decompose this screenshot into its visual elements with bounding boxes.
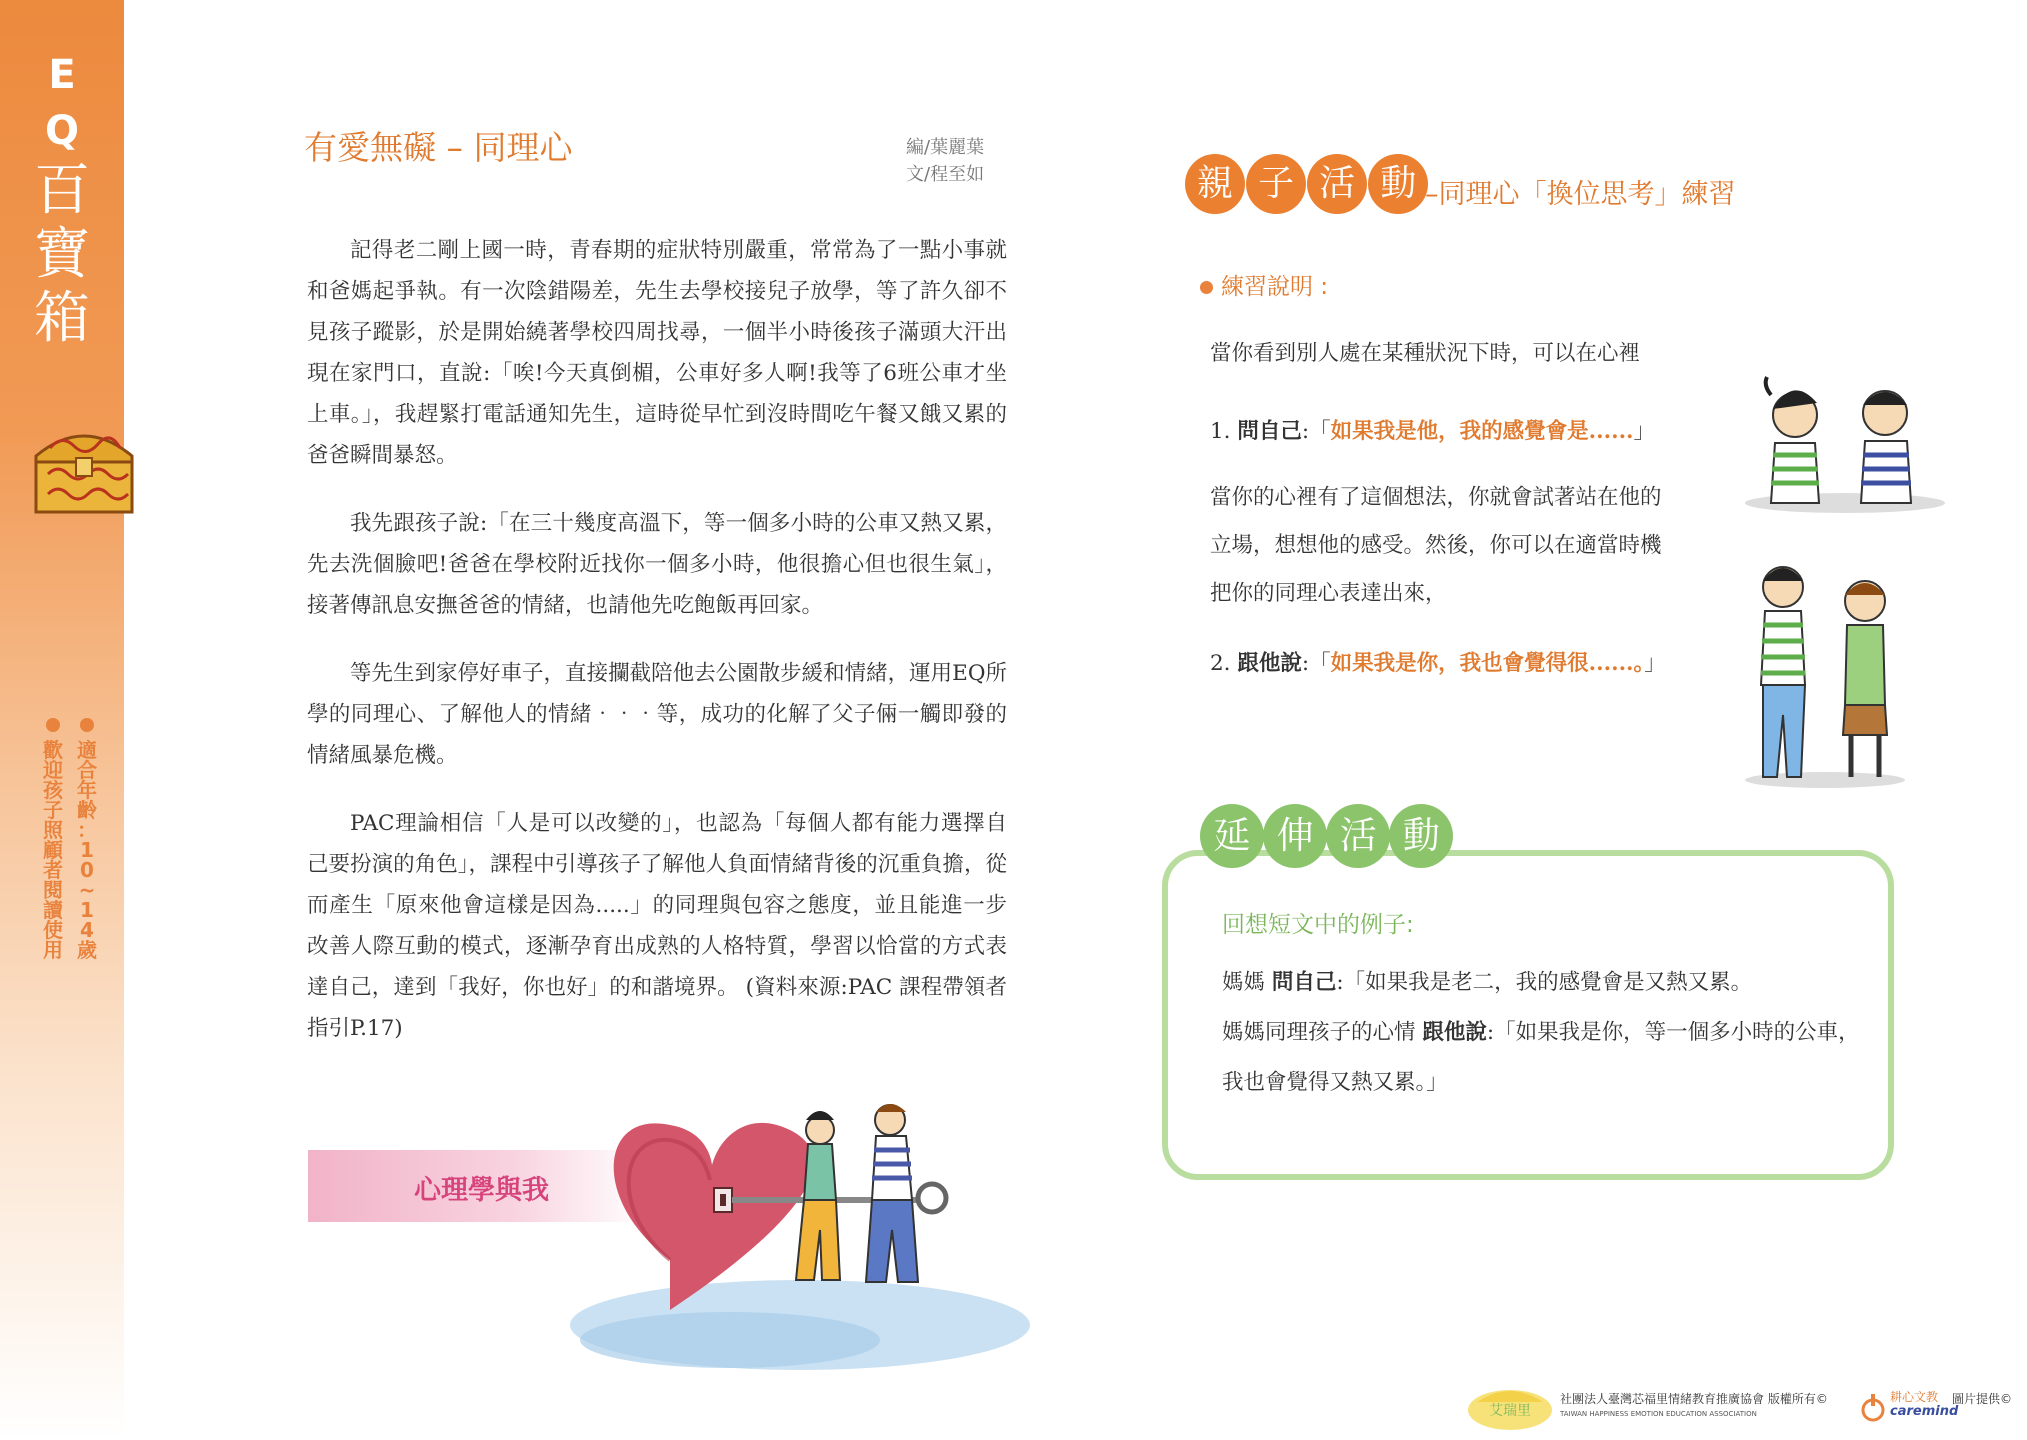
vertical-note-char: 4 <box>80 918 94 942</box>
author-credit: 文/程至如 <box>906 164 985 185</box>
activity-intro: 當你看到別人處在某種狀況下時，可以在心裡 <box>1210 341 1641 366</box>
example-line-2 <box>1222 1008 1862 1108</box>
two-kids-thinking-illustration <box>1735 365 1950 515</box>
example-text: :「如果我是老二，我的感覺會是又熱又累。 <box>1336 970 1753 995</box>
sidebar-eq-letter: Q <box>44 108 79 154</box>
heading-char: 活 <box>1326 804 1390 868</box>
example-keyword: 問自己 <box>1271 970 1337 995</box>
editor-credit: 編/葉麗葉 <box>906 137 985 158</box>
practice-label-text: 練習說明 : <box>1221 274 1329 300</box>
heart-key-illustration <box>560 1090 1050 1370</box>
two-kids-talking-illustration <box>1735 555 1910 790</box>
vertical-note-char: 子 <box>43 798 63 822</box>
article-paragraph: 記得老二剛上國一時，青春期的症狀特別嚴重，常常為了一點小事就和爸媽起爭執。有一次陰錯陽差，先生去學校接兒子放學，等了許久卻不見孩子蹤影，於是開始繞著學校四周找尋，一個半小時後孩子滿頭大汗出現在家門口，直說:「唉!今天真倒楣，公車好多人啊!我等了6班公車才坐上車。」，我趕緊打電話通知先生，這時從早忙到沒時間吃午餐又餓又累的爸爸瞬間暴怒。 <box>307 238 1007 468</box>
bullet-dot <box>46 718 60 732</box>
vertical-note-char: 使 <box>43 918 63 942</box>
vertical-note-char: 1 <box>80 898 94 922</box>
vertical-note-char: 照 <box>43 818 63 842</box>
vertical-note-char: 適 <box>77 738 97 762</box>
heading-char: 動 <box>1389 804 1453 868</box>
association-logo <box>1465 1380 1555 1432</box>
extension-example <box>1222 958 1862 1108</box>
caremind-chinese-name: 耕心文教 <box>1890 1390 1939 1404</box>
welcome-note <box>40 718 66 960</box>
step-number: 1. <box>1210 419 1238 444</box>
activity-subtitle: –同理心「換位思考」練習 <box>1425 179 1736 210</box>
step-quote: 如果我是你，我也會覺得很......。 <box>1330 651 1645 676</box>
vertical-note-char: 年 <box>77 778 97 802</box>
vertical-note-char: 閱 <box>43 878 63 902</box>
vertical-note-char: ： <box>77 818 97 842</box>
heading-char: 動 <box>1368 154 1428 214</box>
vertical-note-char: 顧 <box>43 838 63 862</box>
vertical-note-char: 用 <box>43 938 63 962</box>
image-credit: 圖片提供© <box>1952 1392 2013 1406</box>
step-quote: 如果我是他，我的感覺會是...... <box>1330 419 1634 444</box>
caremind-logo-icon <box>1860 1392 1886 1422</box>
activity-middle-text: 當你的心裡有了這個想法，你就會試著站在他的立場，想想他的感受。然後，你可以在適當時機把你的同理心表達出來， <box>1210 485 1662 606</box>
association-english-name: TAIWAN HAPPINESS EMOTION EDUCATION ASSOCIATION <box>1560 1410 1757 1418</box>
vertical-note-char: 歲 <box>77 938 97 962</box>
sidebar-title-char: 百 <box>34 158 90 223</box>
sidebar-eq-letter: E <box>48 52 76 98</box>
article-title: 有愛無礙 – 同理心 <box>304 128 573 167</box>
vertical-note-char: 迎 <box>43 758 63 782</box>
vertical-note-char: ~ <box>78 878 96 902</box>
vertical-note-char: 0 <box>80 858 94 882</box>
step-punct: 」 <box>1644 651 1666 676</box>
activity-step-1 <box>1210 408 1680 456</box>
heading-char: 親 <box>1185 154 1245 214</box>
step-punct: :「 <box>1301 651 1331 676</box>
logo-text: 艾瑞里 <box>1489 1403 1531 1419</box>
vertical-note-char: 者 <box>43 858 63 882</box>
practice-label <box>1200 268 1328 301</box>
example-text: 媽媽同理孩子的心情 <box>1222 1020 1423 1045</box>
example-keyword: 跟他說 <box>1422 1020 1487 1045</box>
bullet-dot <box>1200 281 1213 294</box>
bullet-dot <box>80 718 94 732</box>
example-line-1 <box>1222 958 1862 1008</box>
heading-char: 伸 <box>1263 804 1327 868</box>
heading-char: 子 <box>1246 154 1306 214</box>
association-copyright: 社團法人臺灣芯福里情緒教育推廣協會 版權所有© <box>1560 1392 1828 1406</box>
vertical-note-char: 合 <box>77 758 97 782</box>
step-punct: 」 <box>1633 419 1656 444</box>
step-keyword: 跟他說 <box>1237 651 1302 676</box>
extension-activity-heading <box>1200 804 1447 868</box>
vertical-note-char: 孩 <box>43 778 63 802</box>
treasure-chest-icon <box>28 422 140 518</box>
vertical-note-char: 1 <box>80 838 94 862</box>
vertical-note-char: 歡 <box>43 738 63 762</box>
example-text: :「如果我是你，等一個多小時的公車，我也會覺得又熱又累。」 <box>1222 1020 1860 1095</box>
extension-subtitle: 回想短文中的例子: <box>1222 912 1414 938</box>
article-body <box>307 230 1007 1076</box>
heading-char: 延 <box>1200 804 1264 868</box>
age-note <box>74 718 100 960</box>
article-paragraph: 等先生到家停好車子，直接攔截陪他去公園散步緩和情緒，運用EQ所學的同理心、了解他人的情緒‧‧‧等，成功的化解了父子倆一觸即發的情緒風暴危機。 <box>307 661 1007 768</box>
article-paragraph: PAC理論相信「人是可以改變的」，也認為「每個人都有能力選擇自己要扮演的角色」，課程中引導孩子了解他人負面情緒背後的沉重負擔，從而產生「原來他會這樣是因為.....」的同理與包容之態度，並且能進一步改善人際互動的模式，逐漸孕育出成熟的人格特質，學習以恰當的方式表達自己，達到「我好，你也好」的和諧境界。 (資料來源:PAC 課程帶領者指引P.17) <box>307 811 1007 1041</box>
parent-child-activity-heading <box>1185 154 1424 222</box>
sidebar-title-char: 箱 <box>34 286 90 351</box>
article-paragraph: 我先跟孩子說:「在三十幾度高溫下，等一個多小時的公車又熱又累，先去洗個臉吧!爸爸在學校附近找你一個多小時，他很擔心但也很生氣」，接著傳訊息安撫爸爸的情緒，也請他先吃飽飯再回家。 <box>307 511 1007 618</box>
vertical-note-char: 讀 <box>43 898 63 922</box>
step-punct: :「 <box>1301 419 1331 444</box>
vertical-note-char: 齡 <box>77 798 97 822</box>
byline <box>906 134 984 188</box>
heading-char: 活 <box>1307 154 1367 214</box>
banner-label: 心理學與我 <box>414 1175 549 1206</box>
step-number: 2. <box>1210 651 1238 676</box>
caremind-english-name: caremind <box>1890 1404 1959 1419</box>
example-text: 媽媽 <box>1222 970 1272 995</box>
step-keyword: 問自己 <box>1237 419 1302 444</box>
activity-step-2 <box>1210 640 1680 688</box>
sidebar-title-char: 寶 <box>34 222 90 287</box>
